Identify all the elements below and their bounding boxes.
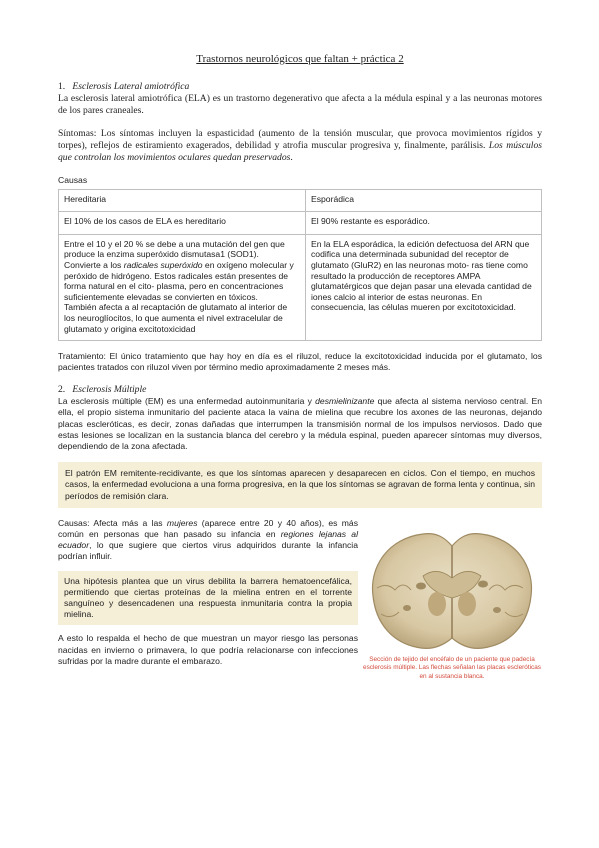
em-intro-a: La esclerosis múltiple (EM) es una enfermedad autoinmunitaria y xyxy=(58,396,316,407)
figure-caption: Sección de tejido del encéfalo de un paciente que padecía esclerosis múltiple. Las flechas señalan las placas escleróticas en al sustancia blanca. xyxy=(363,655,541,680)
em-closing: A esto lo respalda el hecho de que muestran un mayor riesgo las personas nacidas en invierno o primavera, lo que podría relacionarse con infecciones sufridas por la madre durante el embarazo. xyxy=(58,633,358,666)
ela-symptoms-italic: Los músculos que controlan los movimientos oculares quedan preservados xyxy=(58,139,542,163)
hereditaria-line2-b: en oxígeno molecular y peróxido de hidrógeno. Estos radicales están presentes de forma natural en el cito- plasma, pero en concentraciones suficientemente elevadas se convierten en tóxicos. xyxy=(64,259,294,302)
em-intro-b: que afecta al sistema nervioso central. En ella, el propio sistema inmunitario del paciente ataca la vaina de mielina que recubre los axones de las neuronas, dejando placas escleróticas, es decir, zonas dañadas que interrumpen la transmisión normal de los impulsos nerviosos. Dado que estas lesiones se localizan en la sustancia blanca del cerebro y la médula espinal, pueden aparecer síntomas muy diversos, dependiendo de la zona afectada. xyxy=(58,396,542,451)
ela-symptoms-text: Síntomas: Los síntomas incluyen la espasticidad (aumento de la tensión muscular, que provoca movimientos rígidos y torpes), reflejos de estiramiento exagerados, debilidad y atrofia muscular progresiva y, finalmente, parálisis. xyxy=(58,128,542,151)
em-causes-text-column xyxy=(58,518,358,667)
ela-intro: La esclerosis lateral amiotrófica (ELA) es un trastorno degenerativo que afecta a la médula espinal y a las neuronas motores de los pares craneales. xyxy=(58,93,542,116)
table-header-esporadica: Esporádica xyxy=(306,189,542,211)
table-header-row xyxy=(59,189,542,211)
brain-section-image xyxy=(363,526,541,652)
table-header-hereditaria: Hereditaria xyxy=(59,189,306,211)
hereditaria-line2-a: Convierte a los xyxy=(64,259,124,270)
ela-symptoms-end: . xyxy=(290,151,293,163)
em-causes-section xyxy=(58,518,542,718)
table-row xyxy=(59,234,542,340)
em-causes-italic2: regiones lejanas al ecuador xyxy=(58,528,358,551)
em-intro-italic: desmielinizante xyxy=(315,396,375,407)
em-hypothesis-box: Una hipótesis plantea que un virus debilita la barrera hematoencefálica, permitiendo que ciertas proteínas de la mielina entren en el torrente sanguíneo y desencadenen una respuesta inmunitaria contra la propia mielina. xyxy=(58,571,358,626)
ela-treatment: Tratamiento: El único tratamiento que hay hoy en día es el riluzol, reduce la excitotoxicidad inducida por el glutamato, los pacientes tratados con riluzol viven por término medio aproximadamente 2 meses más. xyxy=(58,351,542,373)
em-causes-c: , lo que sugiere que ciertos virus adquiridos durante la infancia podrían influir. xyxy=(58,540,358,562)
table-cell-esporadica-detail: En la ELA esporádica, la edición defectuosa del ARN que codifica una determinada subunidad del receptor de glutamato (GluR2) en las neuronas moto- ras tiene como resultado la producción de receptores AMPA glutamatérgicos que dejan pasar una elevada cantidad de iones calcio al interior de estas neuronas. En consecuencia, las células mueren por excitotoxicidad. xyxy=(306,234,542,340)
causas-label: Causas xyxy=(58,175,88,186)
hereditaria-line2-italic: radicales superóxido xyxy=(123,259,203,270)
brain-section-illustration xyxy=(363,526,541,652)
em-intro xyxy=(58,396,542,452)
causes-table xyxy=(58,189,542,341)
section-number: 1. xyxy=(58,80,66,92)
section-heading-em xyxy=(58,384,542,396)
table-cell: El 10% de los casos de ELA es hereditario xyxy=(59,211,306,234)
em-causes-a: Causas: Afecta más a las xyxy=(58,517,167,528)
document-page xyxy=(58,54,542,718)
em-causes-b: (aparece entre 20 y 40 años), es más común en personas que han pasado su infancia en xyxy=(58,517,359,539)
hereditaria-line2 xyxy=(64,260,300,302)
brain-figure xyxy=(363,526,541,681)
table-cell: El 90% restante es esporádico. xyxy=(306,211,542,234)
ela-symptoms xyxy=(58,128,542,163)
page-title: Trastornos neurológicos que faltan + práctica 2 xyxy=(196,53,404,65)
section-number: 2. xyxy=(58,383,66,395)
section-heading-text: Esclerosis Lateral amiotrófica xyxy=(72,80,190,92)
section-heading-ela xyxy=(58,81,542,93)
table-row xyxy=(59,211,542,234)
em-causes-italic1: mujeres xyxy=(166,517,198,528)
hereditaria-line3: También afecta a al recaptación de glutamato al interior de los neuroglíocitos, lo que aumenta el nivel extracelular de glutamato y origina excitotoxicidad xyxy=(64,302,288,334)
em-causes xyxy=(58,518,358,563)
table-cell-hereditaria-detail xyxy=(59,234,306,340)
section-heading-text: Esclerosis Múltiple xyxy=(72,383,147,395)
hereditaria-line1: Entre el 10 y el 20 % se debe a una mutación del gen que produce la enzima superóxido dismutasa1 (SOD1). xyxy=(64,238,285,260)
em-pattern-box: El patrón EM remitente-recidivante, es que los síntomas aparecen y desaparecen en ciclos. Con el tiempo, en muchos casos, la enfermedad evoluciona a una forma progresiva, en la que los síntomas se agravan de forma lenta y continua, sin períodos de remisión clara. xyxy=(58,462,542,508)
